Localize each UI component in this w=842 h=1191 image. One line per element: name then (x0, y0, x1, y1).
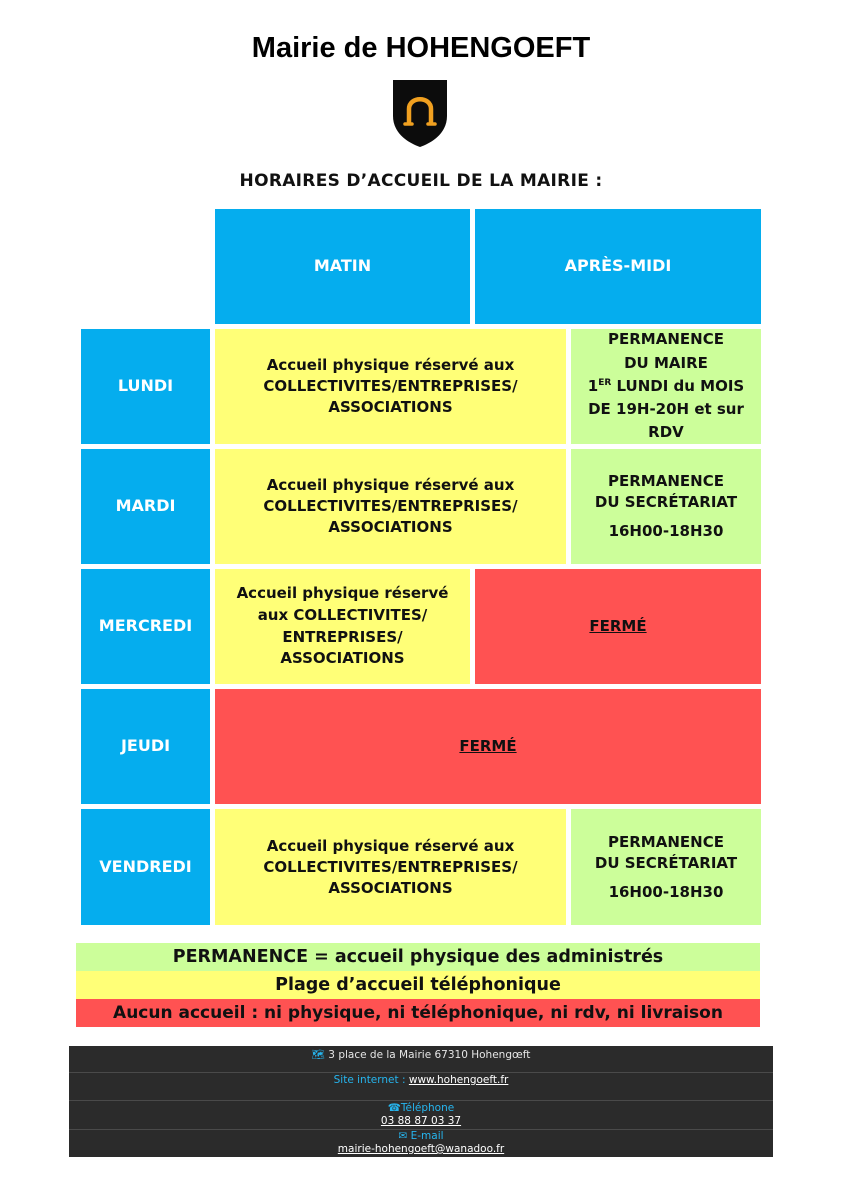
mardi-afternoon-cell: PERMANENCE DU SECRÉTARIAT 16H00-18H30 (571, 449, 761, 564)
mercredi-afternoon-closed: FERMÉ (475, 569, 761, 684)
column-header-afternoon: APRÈS-MIDI (475, 209, 761, 324)
day-label-mardi: MARDI (81, 449, 210, 564)
legend-telephone: Plage d’accueil téléphonique (76, 971, 760, 999)
legend-closed: Aucun accueil : ni physique, ni téléphonique, ni rdv, ni livraison (76, 999, 760, 1027)
phone-link[interactable]: 03 88 87 03 37 (380, 1115, 462, 1127)
column-header-morning: MATIN (215, 209, 470, 324)
mardi-morning-cell: Accueil physique réservé aux COLLECTIVITES/ENTREPRISES/ ASSOCIATIONS (215, 449, 566, 564)
phone-label-row: ☎Téléphone (387, 1102, 455, 1114)
map-icon: 🗺 (311, 1049, 325, 1061)
schedule-heading: HORAIRES D’ACCUEIL DE LA MAIRIE : (239, 171, 603, 191)
day-label-jeudi: JEUDI (81, 689, 210, 804)
website-link[interactable]: www.hohengoeft.fr (408, 1074, 509, 1086)
day-label-vendredi: VENDREDI (81, 809, 210, 925)
footer-divider (69, 1100, 773, 1101)
lundi-morning-cell: Accueil physique réservé aux COLLECTIVITES/ENTREPRISES/ ASSOCIATIONS (215, 329, 566, 444)
telephone-icon: ☎ (387, 1102, 401, 1114)
email-link[interactable]: mairie-hohengoeft@wanadoo.fr (337, 1143, 505, 1155)
mail-icon: ✉ (398, 1130, 408, 1142)
vendredi-morning-cell: Accueil physique réservé aux COLLECTIVITES/ENTREPRISES/ ASSOCIATIONS (215, 809, 566, 925)
address-row: 🗺 3 place de la Mairie 67310 Hohengœft (311, 1049, 531, 1061)
contact-footer (69, 1046, 773, 1157)
footer-divider (69, 1072, 773, 1073)
horseshoe-shield-icon (390, 76, 450, 148)
page-title: Mairie de HOHENGOEFT (251, 32, 591, 64)
vendredi-afternoon-cell: PERMANENCE DU SECRÉTARIAT 16H00-18H30 (571, 809, 761, 925)
day-label-mercredi: MERCREDI (81, 569, 210, 684)
day-label-lundi: LUNDI (81, 329, 210, 444)
website-row: Site internet : www.hohengoeft.fr (333, 1074, 509, 1086)
phone-number-row (69, 1115, 773, 1127)
email-label-row: ✉ E-mail (398, 1130, 444, 1142)
email-address-row (69, 1143, 773, 1155)
legend-permanence: PERMANENCE = accueil physique des administrés (76, 943, 760, 971)
lundi-afternoon-cell: PERMANENCE DU MAIRE 1ER LUNDI du MOIS DE 19H-20H et sur RDV (571, 329, 761, 444)
jeudi-closed-cell: FERMÉ (215, 689, 761, 804)
mercredi-morning-cell: Accueil physique réservé aux COLLECTIVITES/ ENTREPRISES/ ASSOCIATIONS (215, 569, 470, 684)
